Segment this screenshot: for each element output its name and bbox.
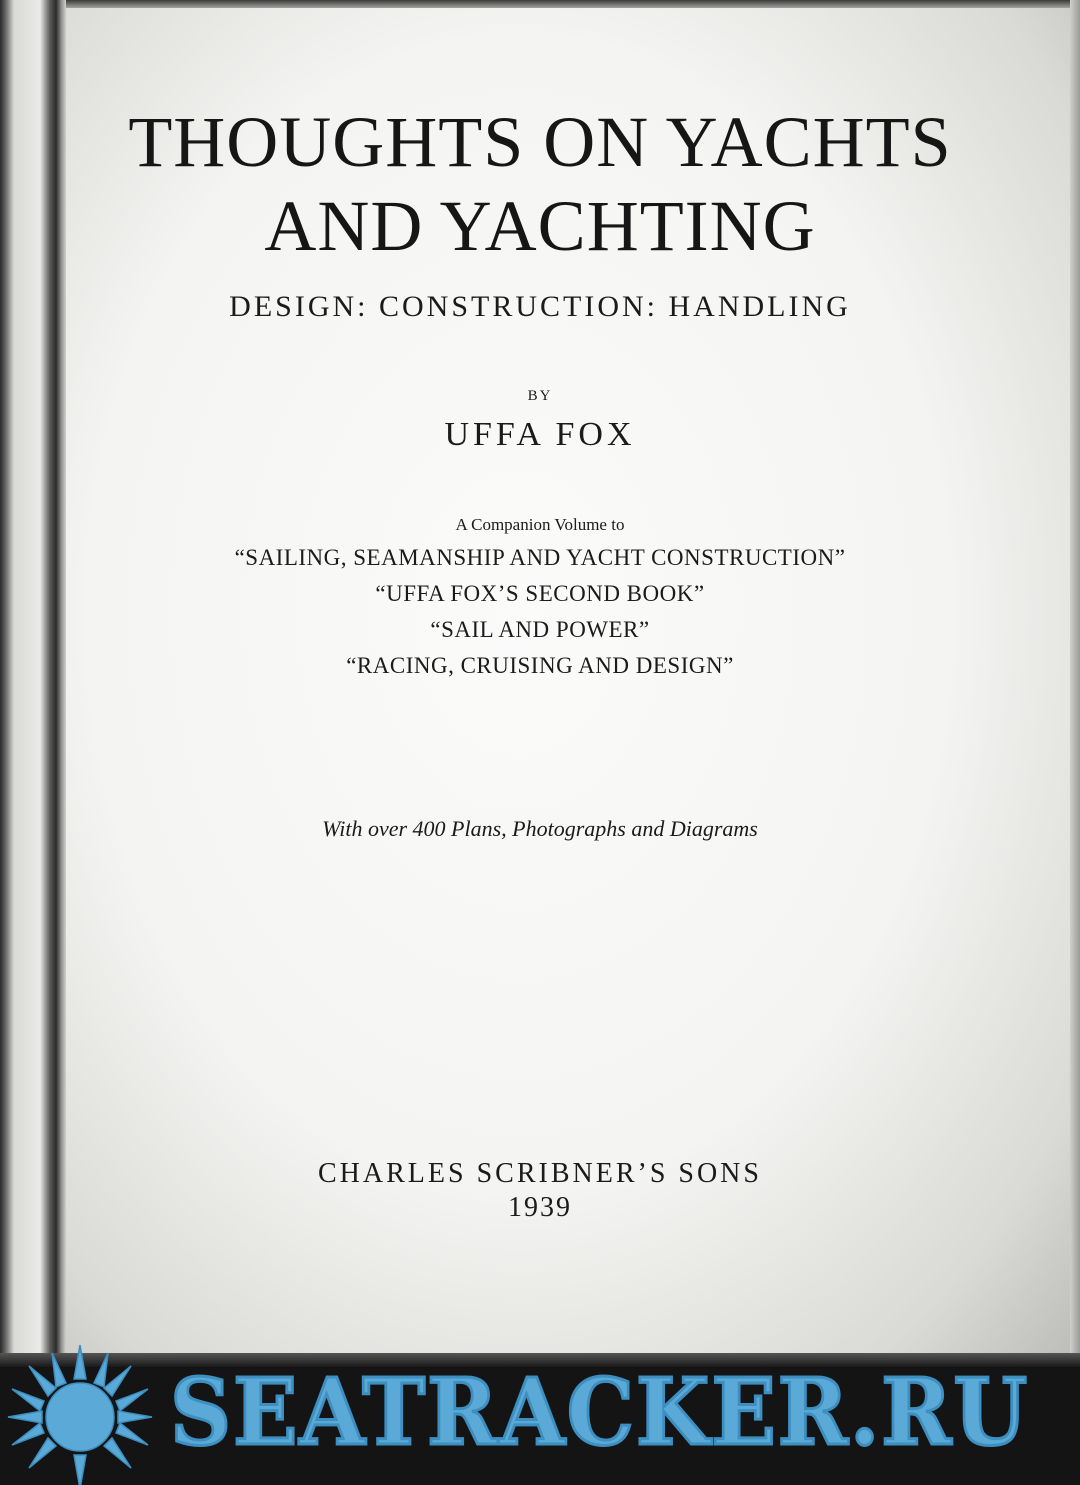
book-title-line-2: AND YACHTING <box>264 186 816 266</box>
watermark-text: SEATRACKER.RU <box>170 1358 1030 1466</box>
sun-burst-logo-icon <box>0 1335 170 1485</box>
companion-volume: “SAILING, SEAMANSHIP AND YACHT CONSTRUCTION” <box>234 545 846 570</box>
companion-volume: “SAIL AND POWER” <box>430 617 650 642</box>
companion-intro: A Companion Volume to <box>455 515 625 534</box>
publisher-name: CHARLES SCRIBNER’S SONS <box>318 1158 762 1189</box>
companion-volume-list <box>60 540 1020 684</box>
publication-year: 1939 <box>508 1192 572 1223</box>
book-title <box>60 100 1020 268</box>
author-name: UFFA FOX <box>444 416 636 453</box>
companion-volume: “UFFA FOX’S SECOND BOOK” <box>375 581 705 606</box>
book-subtitle: DESIGN: CONSTRUCTION: HANDLING <box>229 290 851 323</box>
page-right-edge <box>1070 0 1080 1360</box>
by-label: BY <box>527 388 553 404</box>
companion-volume: “RACING, CRUISING AND DESIGN” <box>346 653 734 678</box>
book-binding <box>0 0 66 1360</box>
book-title-line-1: THOUGHTS ON YACHTS <box>128 102 952 182</box>
illustrations-note: With over 400 Plans, Photographs and Diagrams <box>322 816 758 841</box>
